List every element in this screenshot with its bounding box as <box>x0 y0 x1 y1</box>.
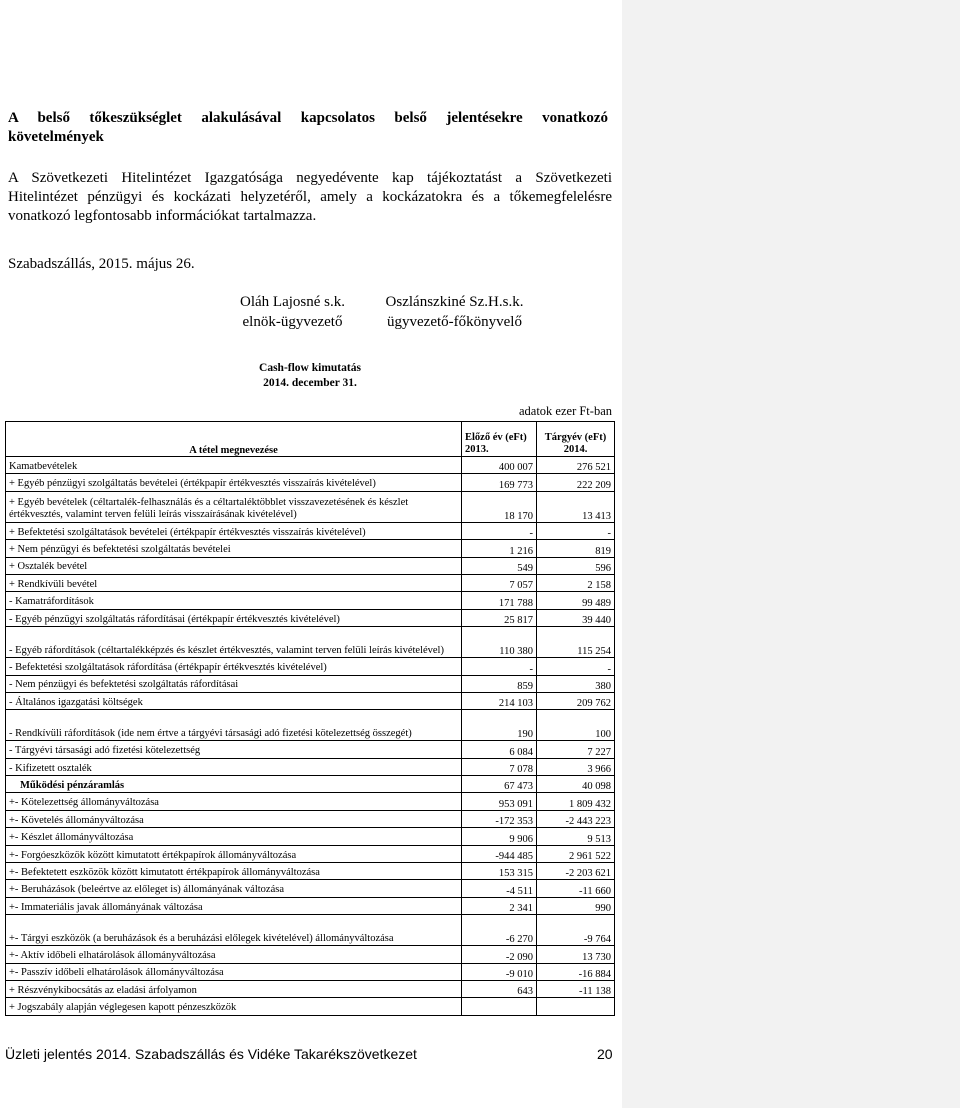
row-label: + Rendkívüli bevétel <box>6 574 462 591</box>
table-body <box>6 457 615 1016</box>
table-row <box>6 457 615 474</box>
row-label: +- Forgóeszközök között kimutatott értékpapírok állományváltozása <box>6 845 462 862</box>
table-row <box>6 897 615 914</box>
subtotal-row <box>6 776 615 793</box>
row-label: +- Immateriális javak állományának változása <box>6 897 462 914</box>
row-label: + Nem pénzügyi és befektetési szolgáltatás bevételei <box>6 540 462 557</box>
row-curr: 596 <box>537 557 615 574</box>
row-label: + Jogszabály alapján véglegesen kapott pénzeszközök <box>6 998 462 1015</box>
statement-date: 2014. december 31. <box>263 377 357 389</box>
row-prev: -172 353 <box>462 810 537 827</box>
row-curr: 7 227 <box>537 741 615 758</box>
row-curr: 40 098 <box>537 776 615 793</box>
row-prev: 400 007 <box>462 457 537 474</box>
row-curr: 819 <box>537 540 615 557</box>
row-curr: -2 443 223 <box>537 810 615 827</box>
row-prev <box>462 998 537 1015</box>
row-curr: 13 413 <box>537 491 615 522</box>
row-label: Kamatbevételek <box>6 457 462 474</box>
table-row <box>6 491 615 522</box>
row-label: - Rendkívüli ráfordítások (ide nem értve a tárgyévi társasági adó fizetési kötelezettség összegét) <box>6 710 462 741</box>
table-row <box>6 574 615 591</box>
unit-note: adatok ezer Ft-ban <box>518 404 612 418</box>
row-label: - Kifizetett osztalék <box>6 758 462 775</box>
row-label: - Egyéb ráfordítások (céltartalékképzés és készlet értékvesztés, valamint terven felüli leírás kivételével) <box>6 627 462 658</box>
row-prev: 953 091 <box>462 793 537 810</box>
table-row <box>6 522 615 539</box>
table-row <box>6 980 615 997</box>
intro-line-2: Hitelintézet pénzügyi és kockázati helyzetéről, amely a kockázatokra és a tőkemegfelelésre <box>8 189 612 205</box>
row-label: +- Passzív időbeli elhatárolások állományváltozása <box>6 963 462 980</box>
row-curr: -16 884 <box>537 963 615 980</box>
row-prev: -4 511 <box>462 880 537 897</box>
row-curr: 380 <box>537 675 615 692</box>
row-label: + Osztalék bevétel <box>6 557 462 574</box>
row-curr: 99 489 <box>537 592 615 609</box>
row-label: + Részvénykibocsátás az eladási árfolyamon <box>6 980 462 997</box>
row-label: - Kamatráfordítások <box>6 592 462 609</box>
statement-title <box>245 361 375 391</box>
row-prev: 1 216 <box>462 540 537 557</box>
row-curr: 276 521 <box>537 457 615 474</box>
row-label: - Befektetési szolgáltatások ráfordítása (értékpapír értékvesztés kivételével) <box>6 658 462 675</box>
header-prev-year: Előző év (eFt) 2013. <box>462 422 537 457</box>
table-row <box>6 627 615 658</box>
row-prev: 6 084 <box>462 741 537 758</box>
table-row <box>6 557 615 574</box>
row-label: +- Tárgyi eszközök (a beruházások és a beruházási előlegek kivételével) állományváltozása <box>6 915 462 946</box>
section-heading <box>8 109 608 147</box>
row-prev: 859 <box>462 675 537 692</box>
table-row <box>6 810 615 827</box>
table-row <box>6 474 615 491</box>
row-curr: 3 966 <box>537 758 615 775</box>
row-curr: 115 254 <box>537 627 615 658</box>
row-label: +- Követelés állományváltozása <box>6 810 462 827</box>
row-label: +- Aktív időbeli elhatárolások állományváltozása <box>6 946 462 963</box>
table-row <box>6 946 615 963</box>
row-curr: 2 158 <box>537 574 615 591</box>
signatory-2 <box>372 292 537 332</box>
intro-paragraph <box>8 169 612 226</box>
cash-flow-table <box>5 421 615 1016</box>
table-row <box>6 592 615 609</box>
row-prev: 171 788 <box>462 592 537 609</box>
signatory-2-name: Oszlánszkiné Sz.H.s.k. <box>385 294 524 310</box>
heading-line-1: A belső tőkeszükséglet alakulásával kapcsolatos belső jelentésekre vonatkozó <box>8 110 608 126</box>
statement-title-text: Cash-flow kimutatás <box>259 362 361 374</box>
row-prev: 169 773 <box>462 474 537 491</box>
table-row <box>6 658 615 675</box>
table-row <box>6 998 615 1015</box>
row-curr: 39 440 <box>537 609 615 626</box>
row-prev: 153 315 <box>462 863 537 880</box>
signatory-1-role: elnök-ügyvezető <box>242 314 343 330</box>
row-label: +- Befektetett eszközök között kimutatott értékpapírok állományváltozása <box>6 863 462 880</box>
row-label: - Tárgyévi társasági adó fizetési kötelezettség <box>6 741 462 758</box>
table-row <box>6 915 615 946</box>
side-margin-panel <box>622 0 960 1108</box>
place-and-date: Szabadszállás, 2015. május 26. <box>8 256 195 272</box>
row-curr: 13 730 <box>537 946 615 963</box>
row-label: +- Készlet állományváltozása <box>6 828 462 845</box>
row-prev: 549 <box>462 557 537 574</box>
table-row <box>6 692 615 709</box>
row-label: + Egyéb pénzügyi szolgáltatás bevételei (értékpapír értékvesztés visszaírás kivételével) <box>6 474 462 491</box>
signatory-2-role: ügyvezető-főkönyvelő <box>387 314 522 330</box>
row-prev: 67 473 <box>462 776 537 793</box>
row-label: +- Kötelezettség állományváltozása <box>6 793 462 810</box>
row-prev: 18 170 <box>462 491 537 522</box>
row-label: + Befektetési szolgáltatások bevételei (értékpapír értékvesztés visszaírás kivételével) <box>6 522 462 539</box>
row-curr: -9 764 <box>537 915 615 946</box>
intro-line-3: vonatkozó legfontosabb információkat tartalmazza. <box>8 208 317 224</box>
row-curr: -2 203 621 <box>537 863 615 880</box>
row-prev: 110 380 <box>462 627 537 658</box>
row-prev: 7 078 <box>462 758 537 775</box>
table-row <box>6 758 615 775</box>
row-prev: 2 341 <box>462 897 537 914</box>
row-prev: -2 090 <box>462 946 537 963</box>
table-row <box>6 741 615 758</box>
row-curr: -11 660 <box>537 880 615 897</box>
table-row <box>6 540 615 557</box>
row-prev: -9 010 <box>462 963 537 980</box>
table-row <box>6 675 615 692</box>
row-curr: 990 <box>537 897 615 914</box>
row-label: - Nem pénzügyi és befektetési szolgáltatás ráfordításai <box>6 675 462 692</box>
table-row <box>6 863 615 880</box>
page-footer: Üzleti jelentés 2014. Szabadszállás és Vidéke Takarékszövetkezet <box>5 1046 417 1062</box>
table-row <box>6 963 615 980</box>
table-row <box>6 845 615 862</box>
row-prev: 9 906 <box>462 828 537 845</box>
table-row <box>6 793 615 810</box>
signatory-1-name: Oláh Lajosné s.k. <box>240 294 345 310</box>
row-curr: 100 <box>537 710 615 741</box>
table-header-row <box>6 422 615 457</box>
table-row <box>6 710 615 741</box>
intro-line-1: A Szövetkezeti Hitelintézet Igazgatósága negyedévente kap tájékoztatást a Szövetkezeti <box>8 170 612 186</box>
row-label: +- Beruházások (beleértve az előleget is) állományának változása <box>6 880 462 897</box>
header-current-year: Tárgyév (eFt) 2014. <box>537 422 615 457</box>
row-curr: 209 762 <box>537 692 615 709</box>
row-label: - Egyéb pénzügyi szolgáltatás ráfordításai (értékpapír értékvesztés kivételével) <box>6 609 462 626</box>
row-label: + Egyéb bevételek (céltartalék-felhasználás és a céltartaléktöbblet visszavezetésének és készlet értékvesztés, valamint terven felüli leírás visszaírásának kivételével) <box>6 491 462 522</box>
row-curr: 1 809 432 <box>537 793 615 810</box>
row-curr: 9 513 <box>537 828 615 845</box>
row-prev: -6 270 <box>462 915 537 946</box>
signatory-1 <box>230 292 355 332</box>
row-curr: 222 209 <box>537 474 615 491</box>
table-row <box>6 609 615 626</box>
row-label: Működési pénzáramlás <box>6 776 462 793</box>
row-prev: 7 057 <box>462 574 537 591</box>
page-number: 20 <box>597 1046 613 1062</box>
row-curr: - <box>537 522 615 539</box>
row-curr <box>537 998 615 1015</box>
row-prev: 214 103 <box>462 692 537 709</box>
row-curr: - <box>537 658 615 675</box>
row-prev: -944 485 <box>462 845 537 862</box>
row-prev: 190 <box>462 710 537 741</box>
row-prev: 25 817 <box>462 609 537 626</box>
row-prev: - <box>462 522 537 539</box>
row-prev: - <box>462 658 537 675</box>
table-row <box>6 880 615 897</box>
row-curr: 2 961 522 <box>537 845 615 862</box>
row-label: - Általános igazgatási költségek <box>6 692 462 709</box>
row-curr: -11 138 <box>537 980 615 997</box>
heading-line-2: követelmények <box>8 129 104 145</box>
table-row <box>6 828 615 845</box>
row-prev: 643 <box>462 980 537 997</box>
header-item: A tétel megnevezése <box>6 422 462 457</box>
